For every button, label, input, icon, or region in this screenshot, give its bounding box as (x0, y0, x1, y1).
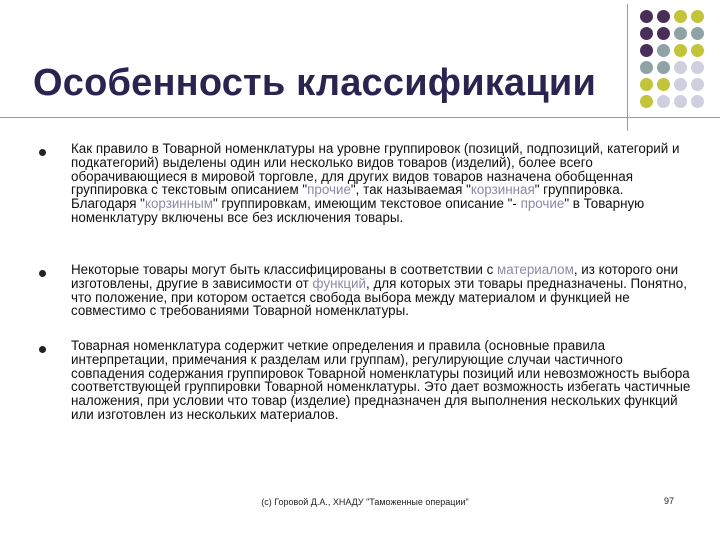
paragraph-text: " группировка. Благодаря " (71, 182, 624, 212)
bullet-paragraph-definitions-rules: Товарная номенклатура содержит четкие определения и правила (основные правила интерпретации, примечания к разделам или группам), регулирующие случаи частичного совпадения содержания группировок Товарной номенклатуры позиций или невозможность выбора соответствующей группировки Товарной номенклатуры. Это дает возможность избегать частичные наложения, при условии что товар (изделие) предназначен для выполнения нескольких функций или изготовлен из нескольких материалов. (71, 338, 691, 422)
decorative-dot (674, 95, 687, 108)
vertical-divider (627, 4, 628, 131)
decorative-dot (674, 44, 687, 57)
decorative-dot (691, 44, 704, 57)
highlighted-term: прочие (520, 196, 565, 212)
bullet-marker (39, 149, 46, 156)
highlighted-term: корзинная (470, 182, 535, 198)
bullet-paragraph-material-function (71, 263, 691, 318)
bullet-paragraph-basket-groupings (71, 142, 691, 225)
highlighted-term: материалом (497, 262, 574, 277)
bullet-marker (39, 346, 46, 353)
bullet-marker (39, 270, 46, 277)
paragraph-text: ", так называемая " (350, 182, 471, 198)
decorative-dot (674, 27, 687, 40)
footer-source: (c) Горовой Д.А., ХНАДУ "Таможенные операции" (261, 497, 469, 507)
decorative-dot (674, 78, 687, 91)
decorative-dot (674, 61, 687, 74)
decorative-dot (640, 78, 653, 91)
decorative-dot (691, 10, 704, 23)
decorative-dot (640, 27, 653, 40)
decorative-dot (691, 61, 704, 74)
page-number: 97 (664, 496, 675, 506)
title-underline-divider (0, 117, 720, 118)
decorative-dot (657, 61, 670, 74)
paragraph-text: " в Товарную номенклатуру включены все без исключения товары. (71, 196, 645, 225)
decorative-dot (640, 44, 653, 57)
decorative-dot (657, 95, 670, 108)
paragraph-text: , из которого они изготовлены, другие в зависимости от (71, 262, 679, 291)
paragraph-text: " группировкам, имеющим текстовое описание "- (212, 196, 521, 212)
decorative-dot (657, 27, 670, 40)
highlighted-term: функций (312, 275, 366, 291)
decorative-dot (691, 95, 704, 108)
decorative-dot (657, 10, 670, 23)
decorative-dot (674, 10, 687, 23)
paragraph-text: , для которых эти товары предназначены. Понятно, что положение, при котором остается свобода выбора между материалом и функцией не совместимо с требованиями Товарной номенклатуры. (71, 275, 687, 319)
decorative-dot (691, 27, 704, 40)
slide-title: Особенность классификации (33, 62, 597, 104)
decorative-dot (640, 95, 653, 108)
decorative-dot (691, 78, 704, 91)
decorative-dot (640, 61, 653, 74)
decorative-dot (640, 10, 653, 23)
paragraph-text: Как правило в Товарной номенклатуры на уровне группировок (позиций, подпозиций, категорий и подкатегорий) выделены один или несколько видов товаров (изделий), более всего оборачивающиеся в мировой торговле, для других видов товаров назначена обобщенная группировка с текстовым описанием " (71, 141, 680, 198)
highlighted-term: корзинным (144, 196, 213, 212)
decorative-dot (657, 78, 670, 91)
highlighted-term: прочие (307, 182, 351, 198)
paragraph-text: Некоторые товары могут быть классифицированы в соответствии с (71, 262, 498, 277)
decorative-dot (657, 44, 670, 57)
